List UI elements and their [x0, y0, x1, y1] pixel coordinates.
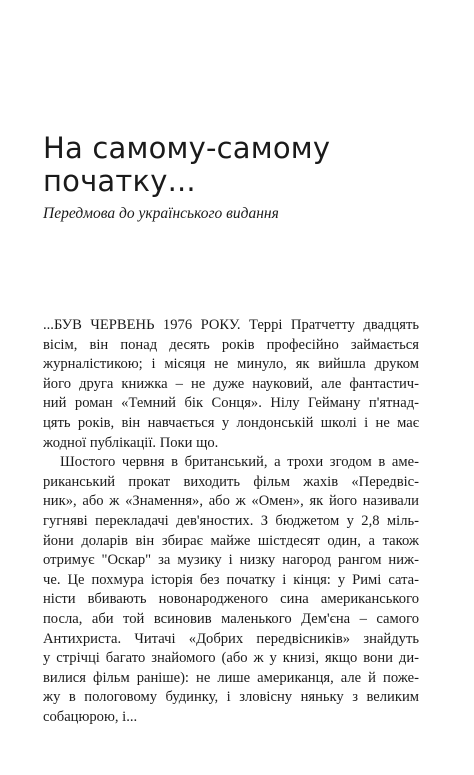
text-line: жу в пологовому будинку, і зловісну няньку з великим: [43, 689, 419, 706]
text-line: собацюрою, і...: [43, 708, 138, 725]
chapter-title: [43, 132, 443, 198]
text-line: вісім, він понад десять років професійно займається: [43, 336, 419, 353]
text-line: че. Це похмура історія без початку і кінця: у Римі сата-: [43, 571, 419, 588]
text-line: Шостого червня в британський, а трохи згодом в аме-: [60, 454, 419, 471]
text-line: ний роман «Темний бік Сонця». Нілу Гейману п'ятнад-: [43, 395, 419, 412]
paragraph-2: [43, 453, 419, 727]
text-line: журналістикою; і місяця не минуло, як вийшла друком: [43, 356, 419, 373]
text-line: жодної публікації. Поки що.: [43, 434, 219, 451]
text-line: цять років, він навчається у лондонській школі і не має: [43, 414, 419, 431]
chapter-subtitle: Передмова до українського видання: [43, 205, 279, 222]
paragraph-1: [43, 316, 419, 453]
text-line: у стрічці багато знайомого (або ж у книзі, якщо вони ди-: [43, 650, 419, 667]
text-line: Антихриста. Читачі «Добрих передвісників» знайдуть: [43, 630, 419, 647]
text-line: отримує "Оскар" за музику і низку нагород рангом ниж-: [43, 552, 419, 569]
text-line: ністи вбивають новонародженого сина американського: [43, 591, 419, 608]
text-line: ник», або ж «Знамення», або ж «Омен», як його називали: [43, 493, 419, 510]
text-line: ...БУВ ЧЕРВЕНЬ 1976 РОКУ. Террі Пратчетту двадцять: [43, 317, 419, 333]
text-line: гугняві перекладачі дев'яностих. З бюджетом у 2,8 міль-: [43, 512, 419, 529]
chapter-title-line-1: На самому-самому: [43, 131, 331, 165]
text-line: йони доларів він збирає майже шістдесят один, а також: [43, 532, 419, 549]
text-line: вилися фільм раніше): не лише американця, але й поже-: [43, 669, 419, 686]
text-line: його друга книжка – не дуже науковий, але фантастич-: [43, 375, 419, 392]
text-line: риканський прокат виходить фільм жахів «Передвіс-: [43, 473, 419, 490]
body-text: [43, 316, 419, 727]
chapter-title-line-2: початку...: [43, 164, 196, 198]
text-line: посла, аби той всиновив маленького Дем'єна – самого: [43, 610, 419, 627]
